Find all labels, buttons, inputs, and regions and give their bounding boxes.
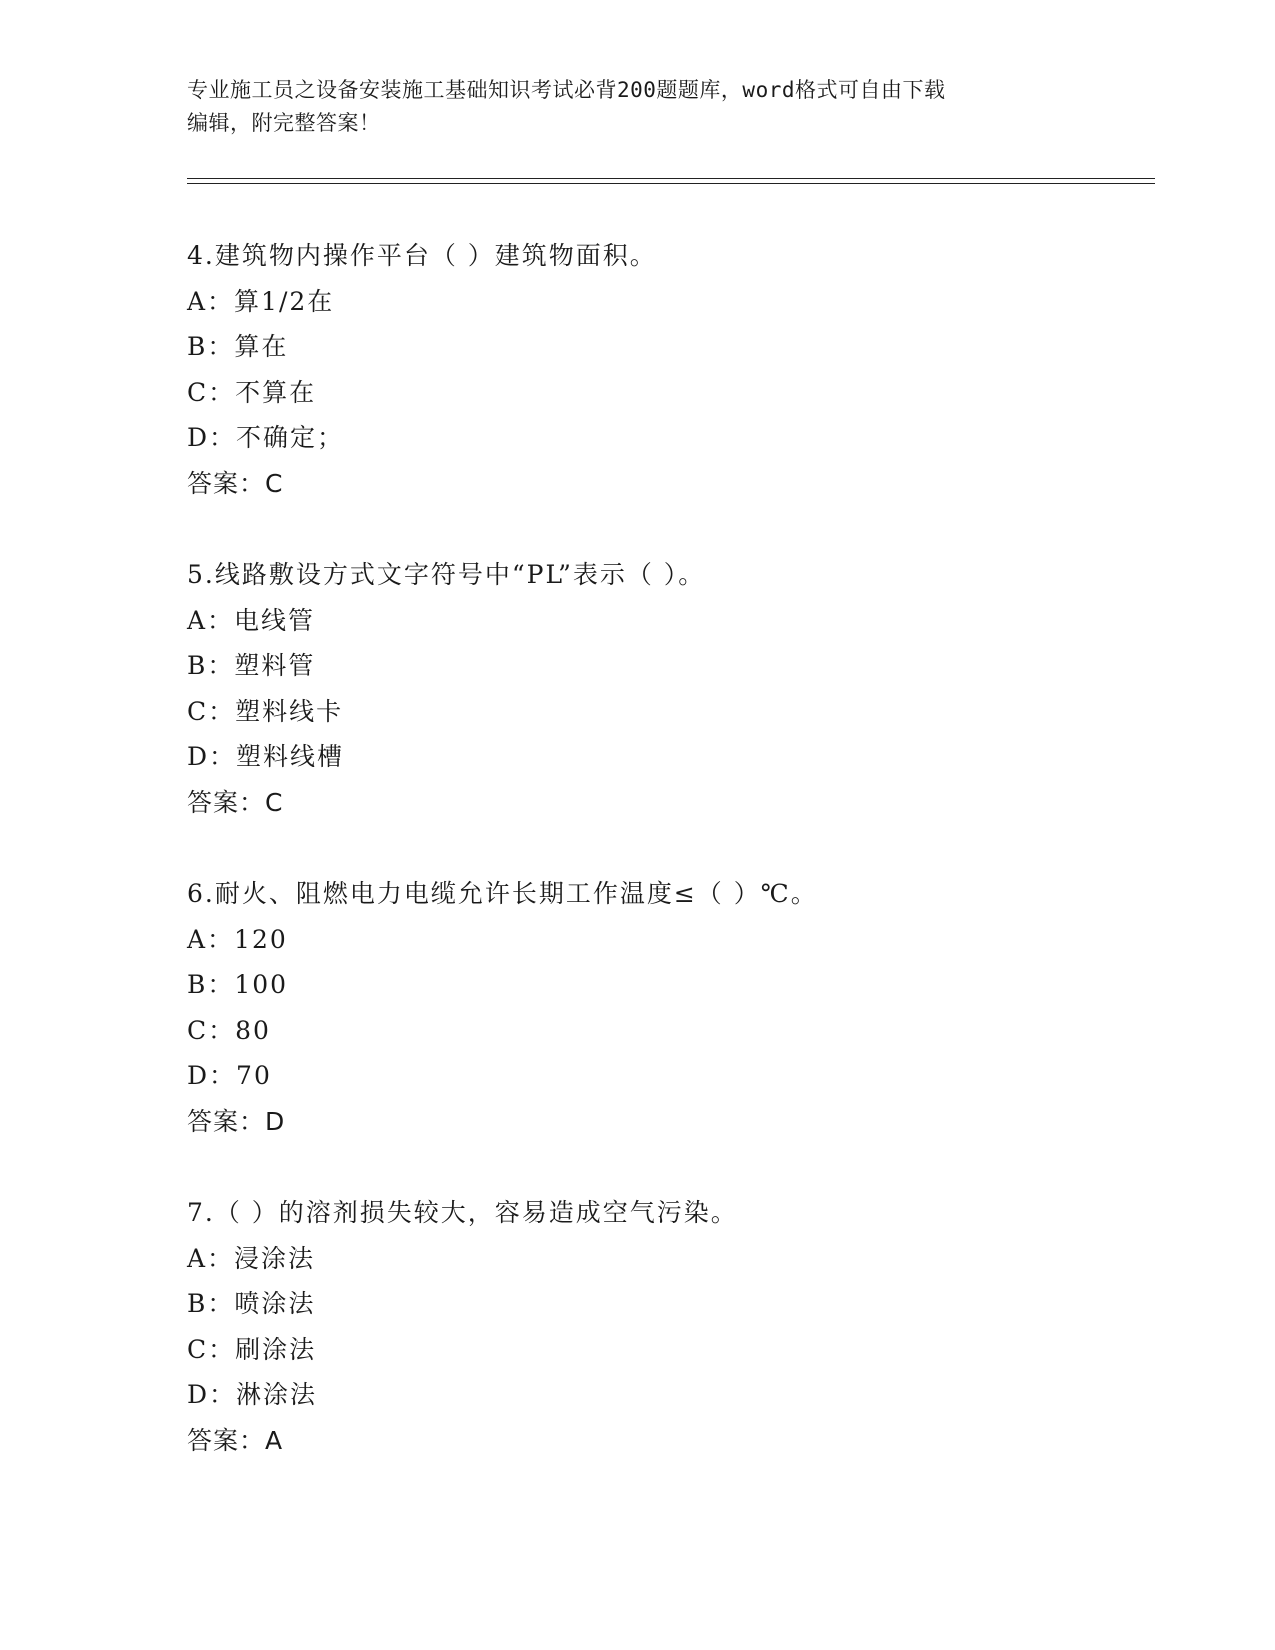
option-c: C：塑料线卡: [187, 696, 344, 726]
option-a: A：浸涂法: [187, 1243, 316, 1273]
question-block: [187, 871, 1147, 1144]
option-a: A：120: [187, 924, 288, 954]
question-block: [187, 552, 1147, 825]
option-b: B：100: [187, 970, 289, 999]
option-d: D：不确定；: [187, 423, 345, 452]
option-d: D：70: [187, 1061, 272, 1090]
answer-line: 答案：A: [187, 1425, 284, 1455]
option-a: A：算1/2在: [187, 286, 335, 316]
option-a: A：电线管: [187, 605, 316, 635]
answer-line: 答案：D: [187, 1106, 286, 1136]
option-b: B：喷涂法: [187, 1289, 316, 1318]
option-b: B：塑料管: [187, 651, 316, 680]
header-line-1: 专业施工员之设备安装施工基础知识考试必背200题题库，word格式可自由下载: [187, 78, 946, 102]
header-divider-bottom: [187, 183, 1155, 184]
question-block: [187, 233, 1147, 506]
question-stem: 6.耐火、阻燃电力电缆允许长期工作温度≤（ ）℃。: [187, 879, 818, 908]
question-stem: 4.建筑物内操作平台（ ）建筑物面积。: [187, 241, 657, 270]
option-d: D：塑料线槽: [187, 742, 345, 771]
option-c: C：不算在: [187, 377, 317, 407]
answer-line: 答案：C: [187, 468, 284, 498]
option-c: C：刷涂法: [187, 1334, 317, 1364]
option-c: C：80: [187, 1015, 271, 1045]
header-divider-top: [187, 178, 1155, 179]
question-stem: 5.线路敷设方式文字符号中“PL”表示（ ）。: [187, 560, 706, 589]
header-line-2: 编辑，附完整答案！: [187, 111, 381, 135]
option-d: D：淋涂法: [187, 1380, 318, 1409]
document-header: [187, 74, 1087, 140]
question-stem: 7.（ ）的溶剂损失较大，容易造成空气污染。: [187, 1198, 738, 1227]
option-b: B：算在: [187, 332, 289, 361]
answer-line: 答案：C: [187, 787, 284, 817]
question-block: [187, 1190, 1147, 1463]
